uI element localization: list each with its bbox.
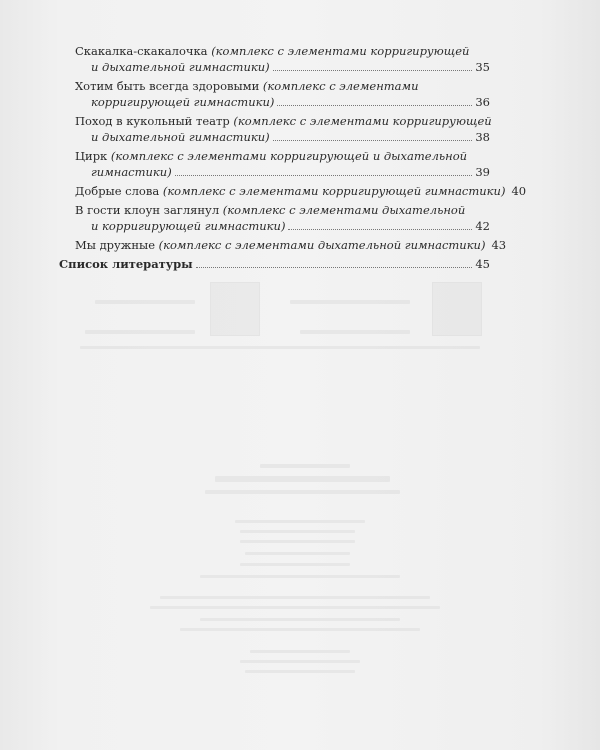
bleed-through-text (180, 628, 420, 631)
bleed-through-text (160, 596, 430, 599)
bleed-through-text (300, 330, 410, 334)
toc-entry-bibliography[interactable] (59, 256, 490, 272)
toc-entry-note-cont: корригирующей гимнастики) (91, 95, 275, 109)
toc-entry-note: (комплекс с элементами дыхательной гимнастики) (158, 238, 486, 252)
toc-entry[interactable] (75, 43, 490, 75)
toc-entry[interactable] (75, 113, 490, 145)
toc-entry-title: Добрые слова (75, 184, 163, 198)
toc-entry-page: 36 (475, 95, 490, 109)
toc-entry-page: 45 (475, 257, 490, 271)
toc-entry-page: 43 (491, 238, 507, 252)
toc-entry-title: Хотим быть всегда здоровыми (75, 79, 263, 93)
toc-entry[interactable] (75, 78, 490, 110)
toc-entry-page: 35 (475, 60, 490, 74)
bleed-through-text (240, 563, 350, 566)
bleed-through-text (245, 552, 350, 555)
bleed-through-text (80, 346, 480, 349)
toc-entry-note: (комплекс с элементами (262, 79, 419, 93)
bleed-through-text (260, 464, 350, 468)
bleed-through-text (250, 650, 350, 653)
table-of-contents (59, 43, 527, 275)
dot-leader (288, 229, 472, 230)
toc-entry-note: (комплекс с элементами дыхательной (222, 203, 466, 217)
toc-entry-note: (комплекс с элементами корригирующей и дыхательной (110, 149, 468, 163)
bleed-through-text (150, 606, 440, 609)
toc-entry[interactable] (75, 183, 527, 199)
bleed-through-text (95, 300, 195, 304)
toc-entry-title: В гости клоун заглянул (75, 203, 223, 217)
bleed-through-text (235, 520, 365, 523)
bleed-through-text (215, 476, 390, 482)
toc-entry-title: Скакалка-скакалочка (75, 44, 212, 58)
toc-entry-title: Список литературы (59, 257, 193, 271)
toc-entry-note-cont: и дыхательной гимнастики) (91, 130, 270, 144)
toc-entry-title: Мы дружные (75, 238, 159, 252)
toc-entry-note: (комплекс с элементами корригирующей (211, 44, 470, 58)
bleed-through-text (240, 540, 355, 543)
toc-entry-page: 39 (475, 165, 490, 179)
bleed-through-text (200, 618, 400, 621)
toc-entry-note: (комплекс с элементами корригирующей гимнастики) (162, 184, 506, 198)
dot-leader (273, 140, 473, 141)
bleed-through-image (210, 282, 260, 336)
bleed-through-text (240, 660, 360, 663)
dot-leader (273, 70, 473, 71)
dot-leader (277, 105, 472, 106)
toc-entry-title: Цирк (75, 149, 111, 163)
dot-leader (196, 267, 473, 268)
bleed-through-text (205, 490, 400, 494)
bleed-through-text (245, 670, 355, 673)
toc-entry-note-cont: гимнастики) (91, 165, 172, 179)
toc-entry-page: 38 (475, 130, 490, 144)
toc-entry-title: Поход в кукольный театр (75, 114, 234, 128)
toc-entry-note: (комплекс с элементами корригирующей (233, 114, 492, 128)
toc-entry[interactable] (75, 148, 490, 180)
bleed-through-text (200, 575, 400, 578)
bleed-through-text (290, 300, 410, 304)
bleed-through-image (432, 282, 482, 336)
bleed-through-text (85, 330, 195, 334)
toc-entry-note-cont: и дыхательной гимнастики) (91, 60, 270, 74)
toc-entry[interactable] (75, 202, 490, 234)
toc-entry-note-cont: и корригирующей гимнастики) (91, 219, 286, 233)
toc-entry-page: 42 (475, 219, 490, 233)
dot-leader (175, 175, 473, 176)
bleed-through-text (240, 530, 355, 533)
toc-entry[interactable] (75, 237, 507, 253)
toc-entry-page: 40 (511, 184, 527, 198)
